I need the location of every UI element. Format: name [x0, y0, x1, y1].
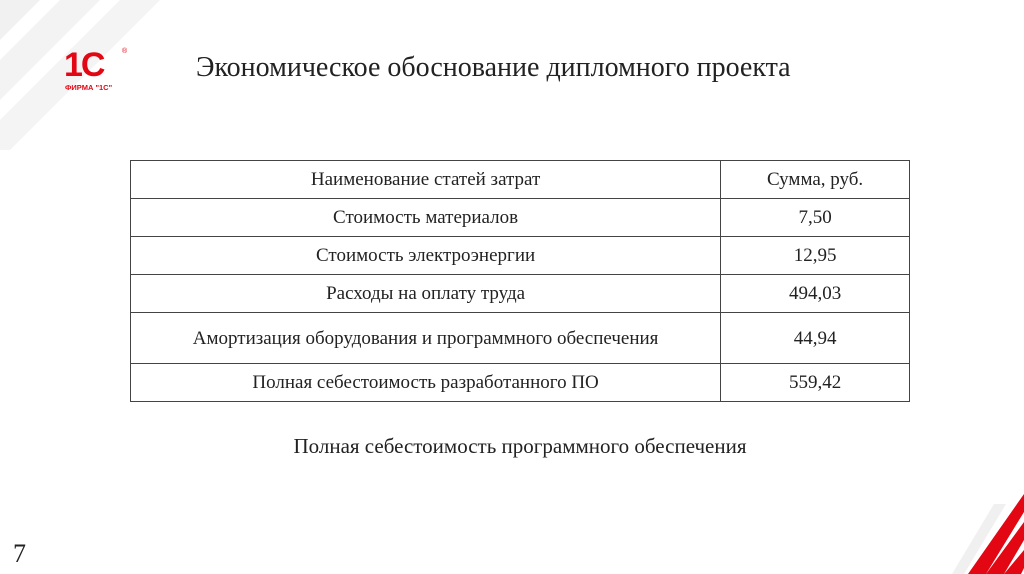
table-row: [131, 199, 910, 237]
header-cost-item: Наименование статей затрат: [131, 161, 721, 199]
cost-item-value: 12,95: [721, 237, 910, 275]
logo-registered: ®: [122, 48, 128, 55]
table-header-row: [131, 161, 910, 199]
logo-caption: ФИРМА "1С": [65, 83, 113, 92]
page-number: 7: [13, 539, 26, 568]
cost-item-value: 7,50: [721, 199, 910, 237]
cost-item-name: Стоимость материалов: [131, 199, 721, 237]
cost-item-name: Расходы на оплату труда: [131, 275, 721, 313]
cost-item-name: Амортизация оборудования и программного обеспечения: [131, 313, 721, 364]
table-row: [131, 237, 910, 275]
cost-total-name: Полная себестоимость разработанного ПО: [131, 364, 721, 402]
cost-table: [130, 160, 910, 402]
slide-title: Экономическое обоснование дипломного проекта: [196, 52, 791, 83]
cost-item-value: 44,94: [721, 313, 910, 364]
table-row: [131, 275, 910, 313]
table-row-total: [131, 364, 910, 402]
logo-mark: 1С: [64, 46, 104, 84]
table-caption: Полная себестоимость программного обеспечения: [293, 434, 747, 458]
table-row: [131, 313, 910, 364]
cost-total-value: 559,42: [721, 364, 910, 402]
firma-1c-logo: [62, 44, 132, 94]
decorative-stripes-bottom-right: [934, 464, 1024, 574]
header-amount: Сумма, руб.: [721, 161, 910, 199]
cost-item-name: Стоимость электроэнергии: [131, 237, 721, 275]
cost-item-value: 494,03: [721, 275, 910, 313]
